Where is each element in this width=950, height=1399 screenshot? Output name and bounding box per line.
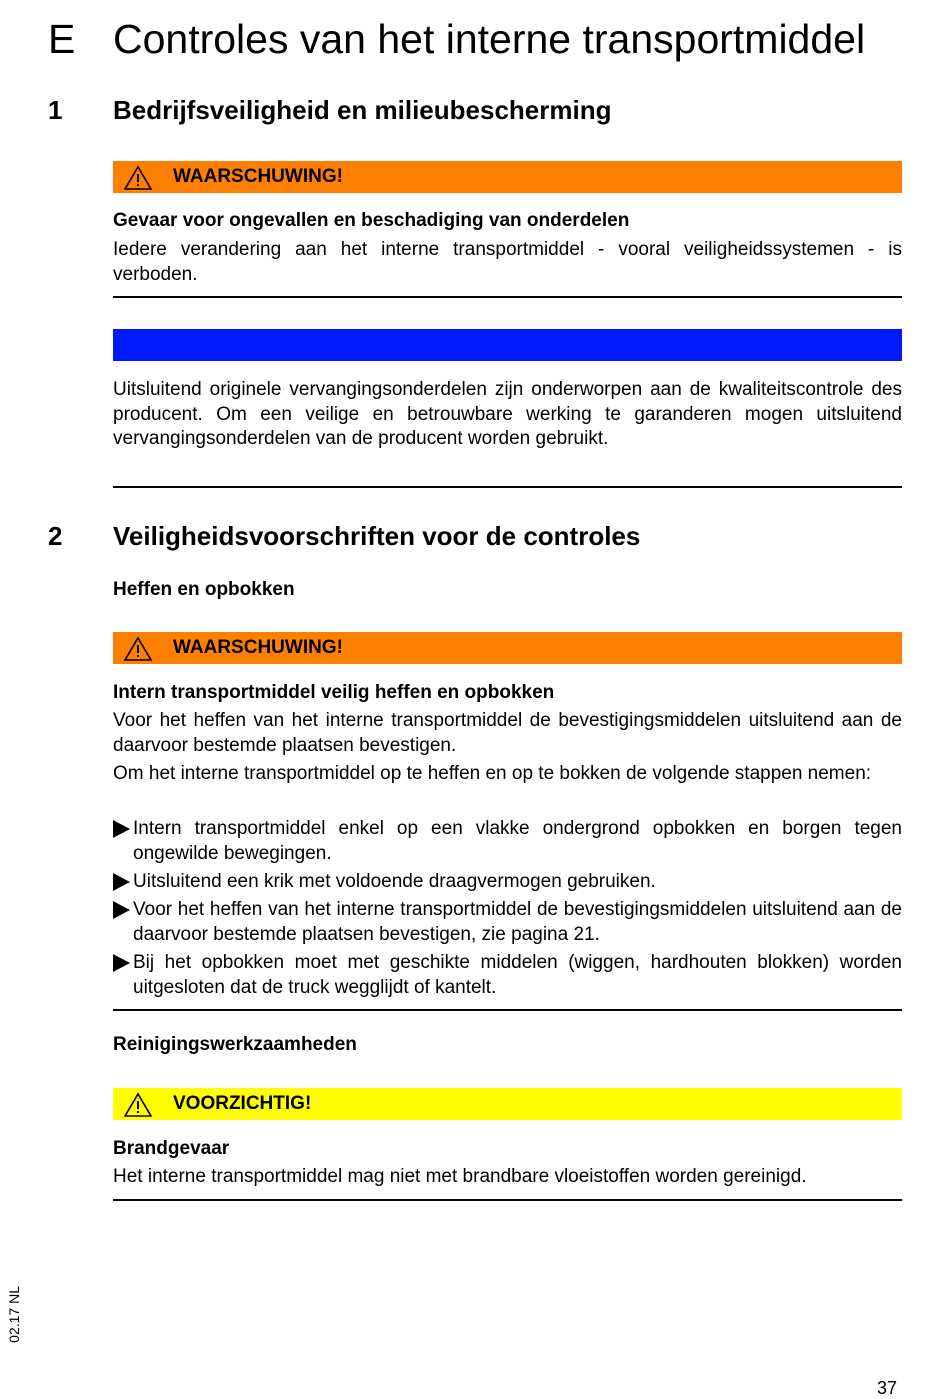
section-2-title: Veiligheidsvoorschriften voor de controles [113,521,641,551]
divider [113,1009,902,1011]
warning-triangle-icon [123,1092,153,1118]
arrow-right-icon [113,820,130,838]
divider [113,1199,902,1201]
note-banner [113,329,902,361]
warning-heading: Gevaar voor ongevallen en beschadiging van onderdelen [113,210,630,231]
warning-label: WAARSCHUWING! [173,166,343,187]
document-code: 02.17 NL [6,1286,22,1343]
step-text: Intern transportmiddel enkel op een vlakke ondergrond opbokken en borgen tegen ongewilde bewegingen. [133,818,902,864]
section-2-number: 2 [48,521,63,551]
caution-banner [113,1088,902,1120]
warning-paragraph-2: Om het interne transportmiddel op te heffen en op te bokken de volgende stappen nemen: [113,763,872,784]
step-text: Voor het heffen van het interne transportmiddel de bevestigingsmiddelen uitsluitend aan de daarvoor bestemde plaatsen bevestigen, zie pagina 21. [133,899,902,945]
chapter-letter: E [48,16,76,62]
step-item [113,897,902,947]
arrow-right-icon [113,954,130,972]
step-text: Bij het opbokken moet met geschikte middelen (wiggen, hardhouten blokken) worden uitgesloten dat de truck wegglijdt of kantelt. [133,952,902,998]
cleaning-subheading: Reinigingswerkzaamheden [113,1034,357,1055]
warning-text: Iedere verandering aan het interne transportmiddel - vooral veiligheidssystemen - is verboden. [113,239,902,285]
caution-label: VOORZICHTIG! [173,1093,312,1114]
warning-banner [113,161,902,193]
step-item [113,816,902,866]
step-text: Uitsluitend een krik met voldoende draagvermogen gebruiken. [133,871,656,892]
warning-triangle-icon [123,636,153,662]
section-1-title: Bedrijfsveiligheid en milieubescherming [113,95,612,125]
arrow-right-icon [113,873,130,891]
divider [113,486,902,488]
caution-text: Het interne transportmiddel mag niet met brandbare vloeistoffen worden gereinigd. [113,1166,807,1187]
lifting-subheading: Heffen en opbokken [113,579,295,600]
divider [113,296,902,298]
warning-heading: Intern transportmiddel veilig heffen en opbokken [113,682,555,703]
step-item [113,950,902,1000]
warning-banner [113,632,902,664]
warning-triangle-icon [123,165,153,191]
arrow-right-icon [113,901,130,919]
note-text: Uitsluitend originele vervangingsonderdelen zijn onderworpen aan de kwaliteitscontrole des producent. Om een veilige en betrouwbare werking te garanderen mogen uitsluitend vervangingsonderdelen van de producent worden gebruikt. [113,379,902,449]
warning-paragraph-1: Voor het heffen van het interne transportmiddel de bevestigingsmiddelen uitsluitend aan de daarvoor bestemde plaatsen bevestigen. [113,710,902,756]
caution-heading: Brandgevaar [113,1138,230,1159]
page-number: 37 [877,1378,898,1398]
warning-label: WAARSCHUWING! [173,637,343,658]
section-1-number: 1 [48,95,63,125]
step-item [113,869,902,894]
chapter-title: Controles van het interne transportmiddel [113,16,866,62]
